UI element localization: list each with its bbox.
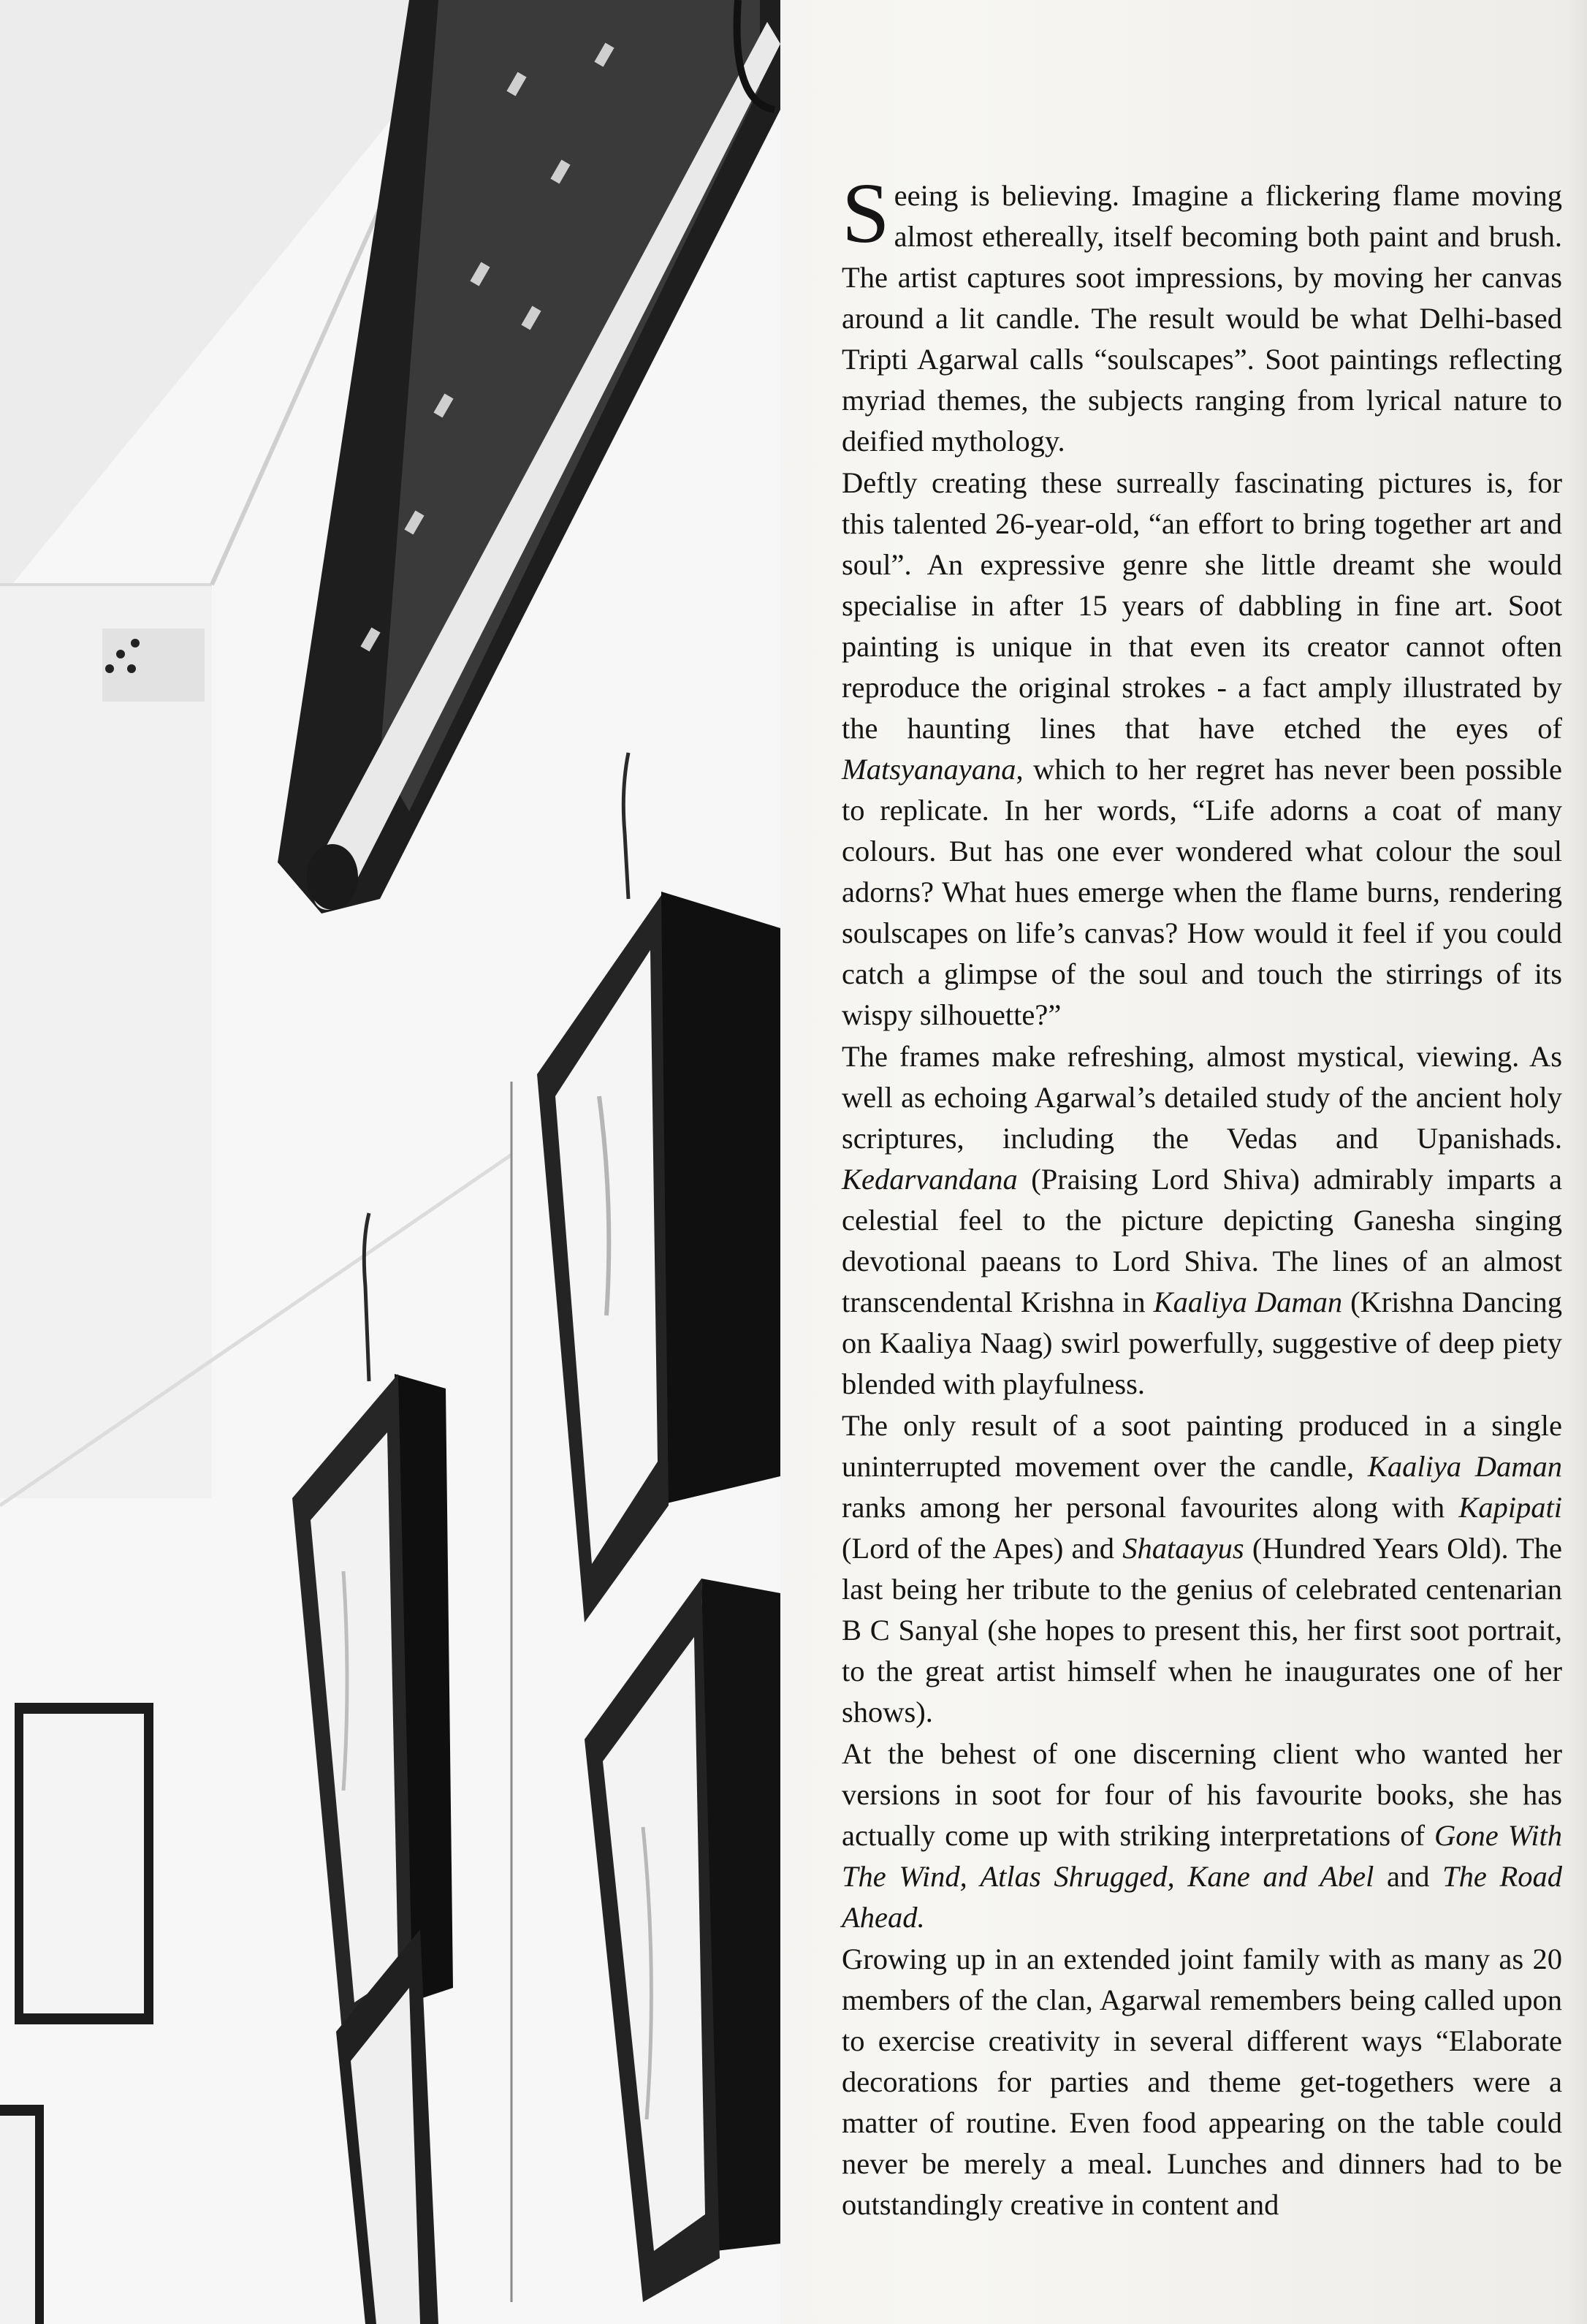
paragraph-5-text-a: At the behest of one discerning client who wanted her versions in soot for four of his favourite books, she has actually come up with striking interpretations of xyxy=(842,1737,1562,1852)
paragraph-4-text-b: ranks among her personal favourites along with xyxy=(842,1491,1459,1524)
paragraph-2-text-b: , which to her regret has never been possible to replicate. In her words, “Life adorns a coat of many colours. But has one ever wondered what colour the soul adorns? What hues emerge when the flame burns, rendering soulscapes on life’s canvas? How would it feel if you could catch a glimpse of the soul and touch the stirrings of its wispy silhouette?” xyxy=(842,753,1562,1031)
article-paragraph-5 xyxy=(842,1733,1562,1938)
article-paragraph-2 xyxy=(842,463,1562,1036)
article-paragraph-3 xyxy=(842,1036,1562,1405)
article-body xyxy=(842,165,1563,2226)
paragraph-6-text: Growing up in an extended joint family with as many as 20 members of the clan, Agarwal remembers being called upon to exercise creativity in several different ways “Elaborate decorations for parties and theme get-togethers were a matter of routine. Even food appearing on the table could never be merely a meal. Lunches and dinners had to be outstandingly creative in content and xyxy=(842,1943,1562,2221)
paragraph-4-text-d: (Hundred Years Old). The last being her tribute to the genius of celebrated centenarian B C Sanyal (she hopes to present this, her first soot portrait, to the great artist himself when he inaugurates one of her shows). xyxy=(842,1532,1563,1728)
paragraph-1-text: eeing is believing. Imagine a flickering flame moving almost ethereally, itself becoming both paint and brush. The artist captures soot impressions, by moving her canvas around a lit candle. The result would be what Delhi-based Tripti Agarwal calls “soulscapes”. Soot paintings reflecting myriad themes, the subjects ranging from lyrical nature to deified mythology. xyxy=(842,179,1562,457)
paragraph-4-text-c: (Lord of the Apes) and xyxy=(842,1532,1123,1565)
drop-cap: S xyxy=(842,165,890,261)
article-paragraph-4 xyxy=(842,1405,1562,1733)
book-title-the-road-ahead: The Road Ahead. xyxy=(842,1860,1562,1934)
side-wall xyxy=(0,585,212,1498)
painting-title-matsyanayana: Matsyanayana xyxy=(842,753,1016,786)
paragraph-5-sep-1 xyxy=(967,1860,981,1893)
paragraph-5-sep-2 xyxy=(1175,1860,1188,1893)
paragraph-5-and: and xyxy=(1374,1860,1443,1893)
wall-sensor xyxy=(102,629,205,702)
book-title-kane-and-abel: Kane and Abel xyxy=(1187,1860,1374,1893)
page-gutter-shadow xyxy=(1565,0,1587,2324)
book-title-gone-with-the-wind: Gone With The Wind, xyxy=(842,1819,1562,1893)
painting-title-kaaliya-daman: Kaaliya Daman xyxy=(1153,1286,1343,1318)
paragraph-2-text-a: Deftly creating these surreally fascinating pictures is, for this talented 26-year-old, “an effort to bring together art and soul”. An expressive genre she little dreamt she would specialise in after 15 years of dabbling in fine art. Soot painting is unique in that even its creator cannot often reproduce the original strokes - a fact amply illustrated by the haunting lines that have etched the eyes of xyxy=(842,466,1562,745)
paragraph-3-text-a: The frames make refreshing, almost mystical, viewing. As well as echoing Agarwal’s detailed study of the ancient holy scriptures, including the Vedas and Upanishads. xyxy=(842,1040,1562,1155)
article-paragraph-6 xyxy=(842,1939,1562,2225)
gallery-photo-illustration xyxy=(0,0,780,2324)
painting-title-kedarvandana: Kedarvandana xyxy=(842,1163,1018,1196)
painting-title-kapipati: Kapipati xyxy=(1458,1491,1562,1524)
painting-title-shataayus: Shataayus xyxy=(1122,1532,1244,1565)
paragraph-3-text-c: (Krishna Dancing on Kaaliya Naag) swirl powerfully, suggestive of deep piety blended with playfulness. xyxy=(842,1286,1562,1400)
paragraph-3-text-b: (Praising Lord Shiva) admirably imparts a celestial feel to the picture depicting Ganesha singing devotional paeans to Lord Shiva. The lines of an almost transcendental Krishna in xyxy=(842,1163,1562,1318)
gallery-photo xyxy=(0,0,780,2324)
paragraph-4-text-a: The only result of a soot painting produced in a single uninterrupted movement over the candle, xyxy=(842,1409,1562,1483)
article-paragraph-1 xyxy=(842,165,1562,462)
painting-title-kaaliya-daman-2: Kaaliya Daman xyxy=(1367,1450,1562,1483)
book-title-atlas-shrugged: Atlas Shrugged, xyxy=(980,1860,1175,1893)
